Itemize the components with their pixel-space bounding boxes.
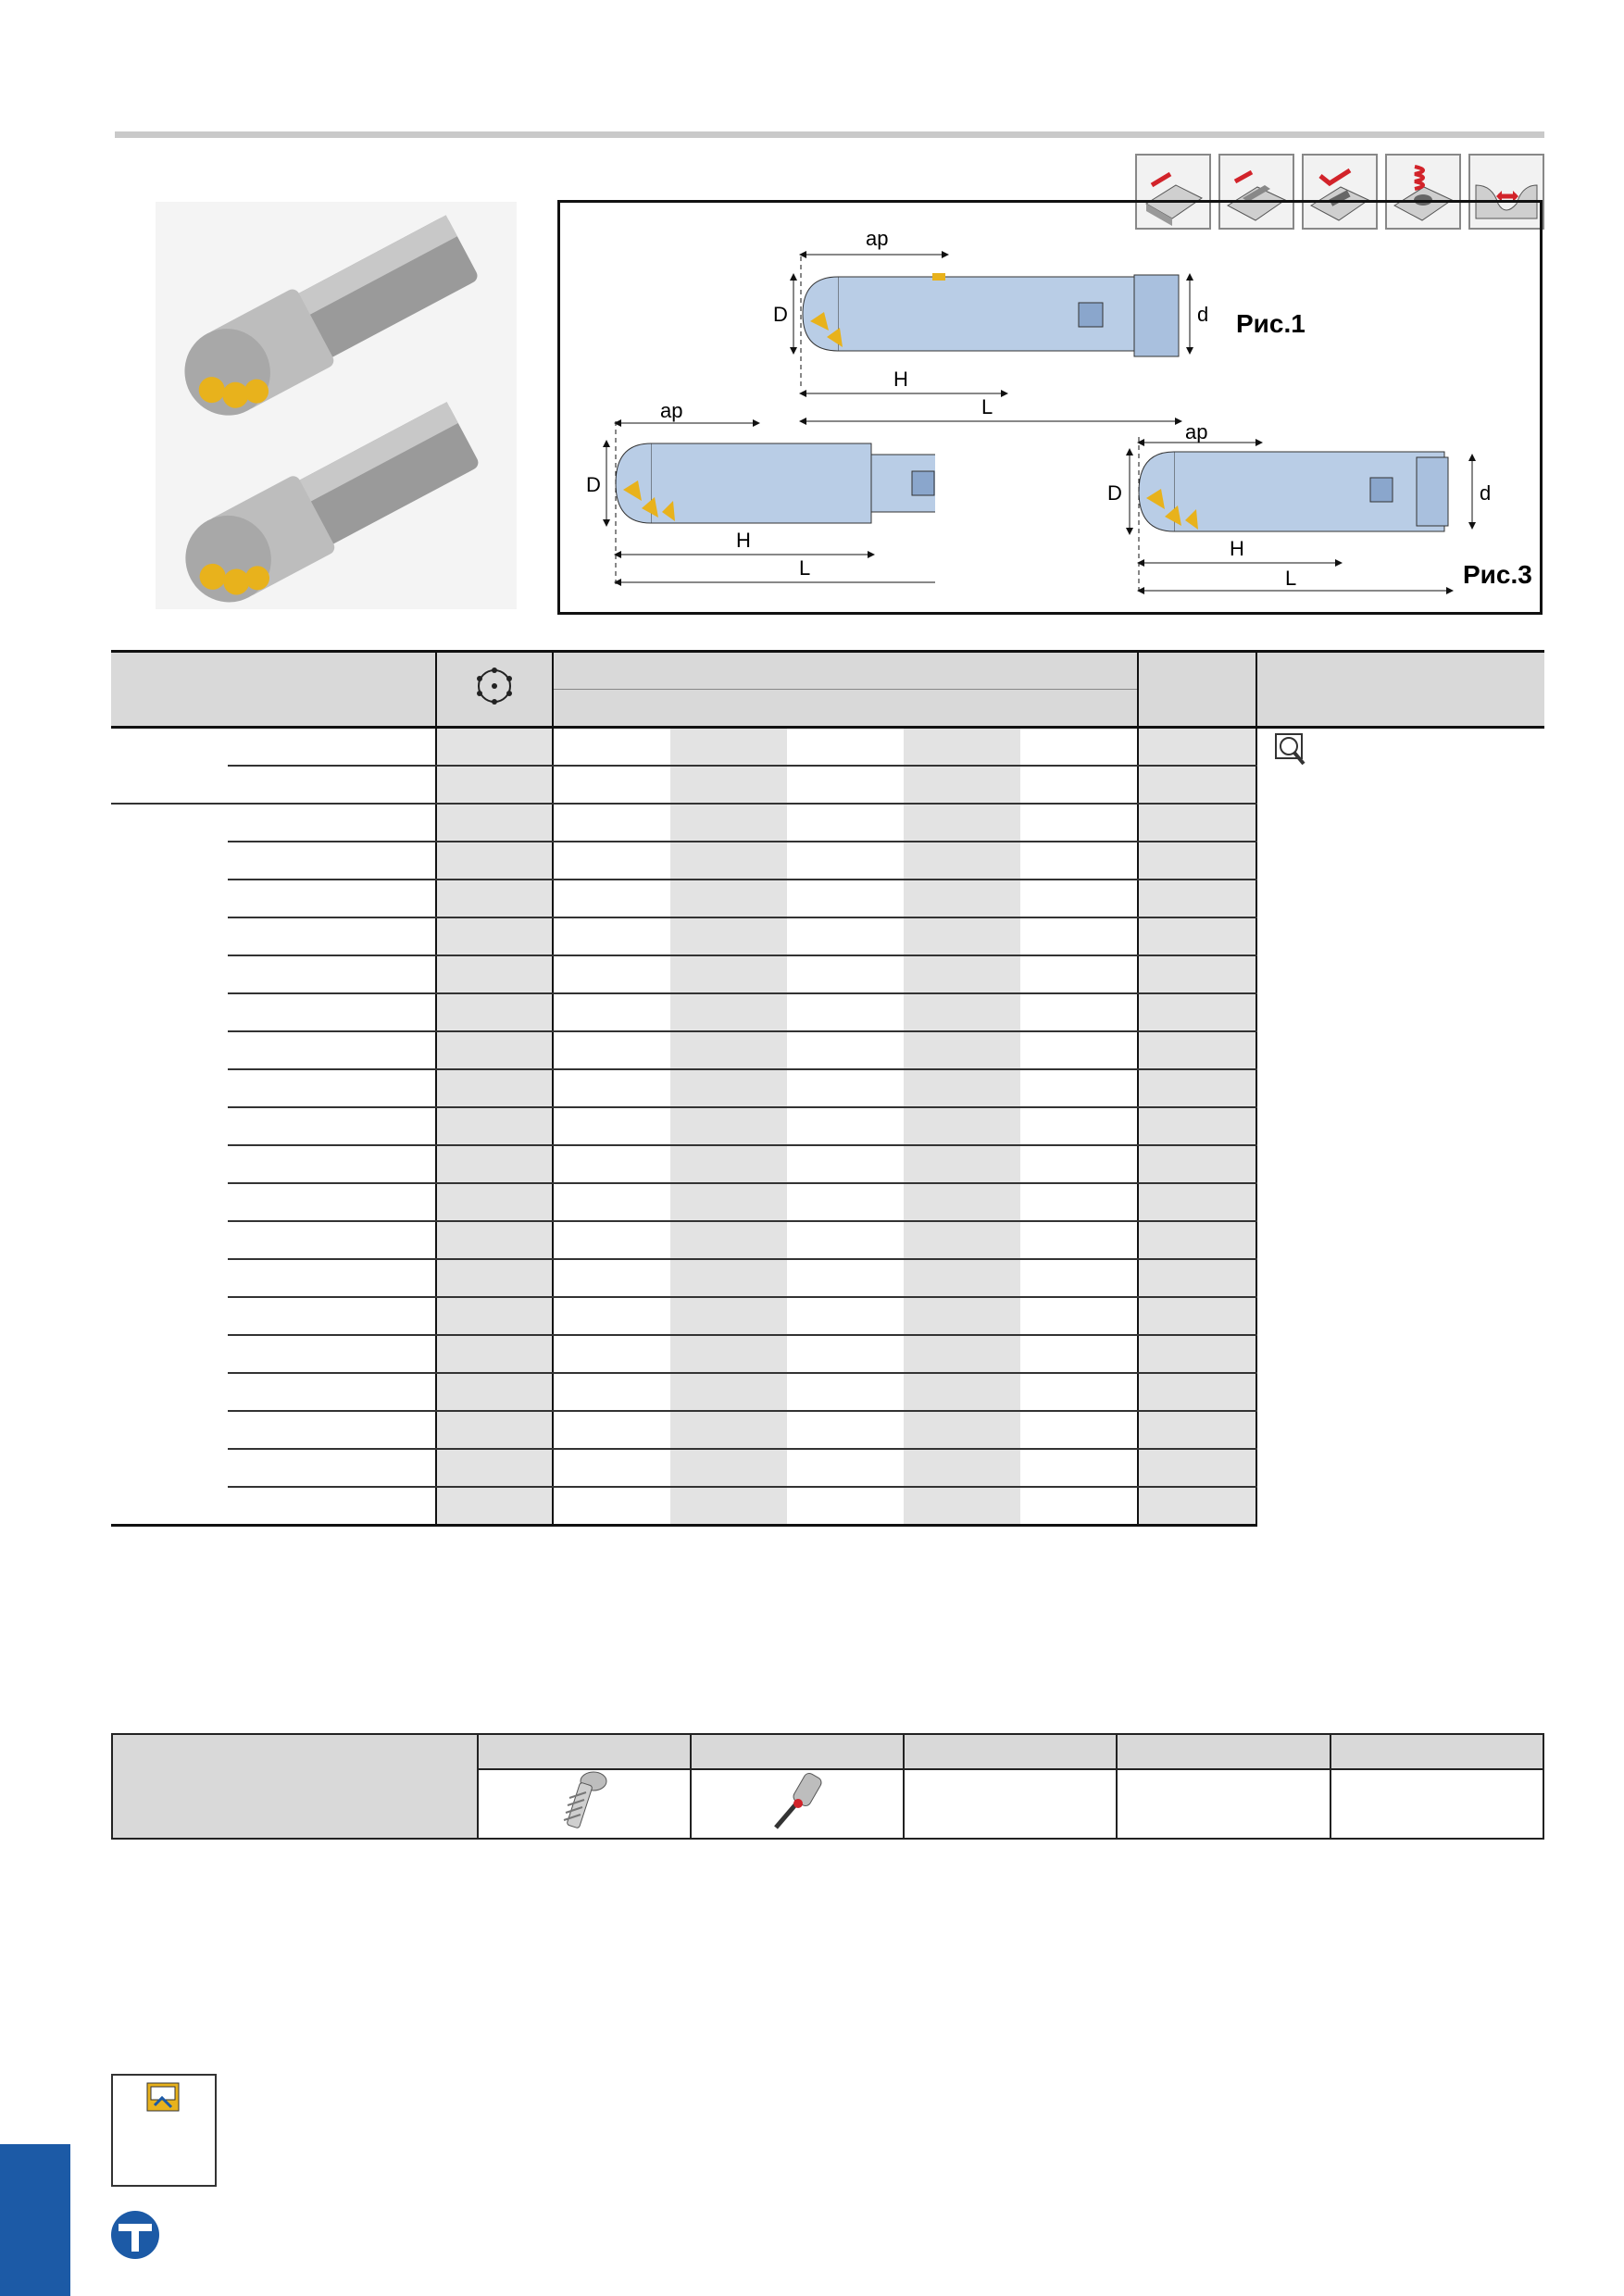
row-d <box>670 917 787 955</box>
row-teeth <box>436 993 553 1031</box>
row-H <box>904 1031 1020 1069</box>
row-H <box>904 1145 1020 1183</box>
row-ap <box>1020 1373 1137 1411</box>
row-code <box>228 917 436 955</box>
row-D <box>553 804 669 842</box>
dim-L: L <box>799 556 811 580</box>
row-code <box>228 1373 436 1411</box>
row-ap <box>1020 1335 1137 1373</box>
col-insert <box>1256 652 1544 728</box>
row-D <box>553 1487 669 1526</box>
fig3-dim-D: D <box>1107 481 1122 505</box>
fig3-dim-L: L <box>1285 567 1297 590</box>
row-teeth <box>436 1297 553 1335</box>
row-d <box>670 1183 787 1221</box>
row-prefix <box>111 993 228 1031</box>
row-d <box>670 1449 787 1487</box>
row-code <box>228 1335 436 1373</box>
row-d <box>670 1297 787 1335</box>
row-H <box>904 1259 1020 1297</box>
row-prefix <box>111 1183 228 1221</box>
row-fig <box>1138 1487 1256 1526</box>
insert-count-icon <box>436 652 553 728</box>
row-d <box>670 993 787 1031</box>
row-teeth <box>436 1221 553 1259</box>
spare-col-screw <box>478 1734 691 1769</box>
row-teeth <box>436 1449 553 1487</box>
row-code <box>228 1107 436 1145</box>
row-L <box>787 1335 904 1373</box>
row-prefix <box>111 1297 228 1335</box>
row-fig <box>1138 1411 1256 1449</box>
row-fig <box>1138 728 1256 767</box>
key-icon <box>691 1769 904 1839</box>
row-ap <box>1020 728 1137 767</box>
row-prefix <box>111 1069 228 1107</box>
row-teeth <box>436 1335 553 1373</box>
row-code <box>228 993 436 1031</box>
row-ap <box>1020 1259 1137 1297</box>
row-code <box>228 766 436 804</box>
fig3-dim-d: d <box>1480 481 1492 505</box>
spare-col-key <box>691 1734 904 1769</box>
row-teeth <box>436 955 553 993</box>
row-D <box>553 766 669 804</box>
row-H <box>904 1335 1020 1373</box>
row-d <box>670 1221 787 1259</box>
row-teeth <box>436 1031 553 1069</box>
title-rule <box>115 131 1544 138</box>
row-ap <box>1020 842 1137 880</box>
row-d <box>670 1031 787 1069</box>
row-teeth <box>436 1487 553 1526</box>
row-fig <box>1138 1145 1256 1183</box>
row-teeth <box>436 917 553 955</box>
row-fig <box>1138 1373 1256 1411</box>
row-d <box>670 728 787 767</box>
cutting-conditions-ref[interactable] <box>111 2074 217 2187</box>
row-L <box>787 766 904 804</box>
row-fig <box>1138 1221 1256 1259</box>
row-prefix <box>111 1487 228 1526</box>
row-code <box>228 1069 436 1107</box>
row-H <box>904 1449 1020 1487</box>
row-D <box>553 1297 669 1335</box>
col-L <box>787 690 904 728</box>
row-fig <box>1138 955 1256 993</box>
row-D <box>553 1411 669 1449</box>
row-ap <box>1020 804 1137 842</box>
row-ap <box>1020 1487 1137 1526</box>
row-D <box>553 842 669 880</box>
row-d <box>670 842 787 880</box>
row-D <box>553 1031 669 1069</box>
table-row <box>111 728 1544 767</box>
row-d <box>670 1335 787 1373</box>
screw-icon <box>478 1769 691 1839</box>
row-prefix <box>111 1145 228 1183</box>
row-code <box>228 955 436 993</box>
row-prefix <box>111 1031 228 1069</box>
row-H <box>904 955 1020 993</box>
row-prefix <box>111 1335 228 1373</box>
row-teeth <box>436 842 553 880</box>
spare-parts-table <box>111 1733 1544 1840</box>
row-ap <box>1020 1449 1137 1487</box>
row-teeth <box>436 1069 553 1107</box>
row-ap <box>1020 880 1137 917</box>
row-ap <box>1020 1107 1137 1145</box>
row-D <box>553 728 669 767</box>
row-D <box>553 1221 669 1259</box>
row-fig <box>1138 880 1256 917</box>
row-H <box>904 1297 1020 1335</box>
row-H <box>904 1069 1020 1107</box>
row-D <box>553 1145 669 1183</box>
row-ap <box>1020 1069 1137 1107</box>
spare-col-designation <box>112 1734 478 1839</box>
company-logo <box>109 2209 167 2261</box>
book-icon <box>144 2079 184 2115</box>
figure-3-panel <box>935 420 1537 604</box>
section-tab <box>0 2144 70 2296</box>
row-fig <box>1138 1259 1256 1297</box>
row-ap <box>1020 993 1137 1031</box>
row-teeth <box>436 1145 553 1183</box>
row-D <box>553 880 669 917</box>
dim-ap: ap <box>866 227 889 250</box>
row-code <box>228 1031 436 1069</box>
row-d <box>670 804 787 842</box>
row-H <box>904 1107 1020 1145</box>
row-teeth <box>436 1107 553 1145</box>
dim-D: D <box>586 473 601 496</box>
row-code <box>228 1145 436 1183</box>
row-code <box>228 1411 436 1449</box>
row-fig <box>1138 1297 1256 1335</box>
row-ap <box>1020 766 1137 804</box>
row-prefix <box>111 1259 228 1297</box>
row-ap <box>1020 1221 1137 1259</box>
col-fig <box>1138 652 1256 728</box>
row-D <box>553 1373 669 1411</box>
row-teeth <box>436 1183 553 1221</box>
row-code <box>228 1221 436 1259</box>
row-d <box>670 766 787 804</box>
row-D <box>553 1183 669 1221</box>
col-d <box>670 690 787 728</box>
row-fig <box>1138 993 1256 1031</box>
row-H <box>904 842 1020 880</box>
row-L <box>787 1373 904 1411</box>
row-code <box>228 728 436 767</box>
row-L <box>787 842 904 880</box>
dim-L: L <box>981 395 993 418</box>
row-H <box>904 1221 1020 1259</box>
row-prefix <box>111 955 228 993</box>
row-code <box>228 1449 436 1487</box>
row-d <box>670 1259 787 1297</box>
col-dimensions <box>553 652 1138 690</box>
row-code <box>228 1183 436 1221</box>
row-H <box>904 728 1020 767</box>
row-prefix <box>111 1373 228 1411</box>
row-L <box>787 1449 904 1487</box>
row-L <box>787 1221 904 1259</box>
row-D <box>553 1069 669 1107</box>
row-H <box>904 993 1020 1031</box>
row-fig <box>1138 917 1256 955</box>
row-H <box>904 1411 1020 1449</box>
row-prefix <box>111 1449 228 1487</box>
row-d <box>670 1411 787 1449</box>
row-d <box>670 1373 787 1411</box>
row-H <box>904 880 1020 917</box>
logo-icon <box>109 2209 161 2261</box>
row-ap <box>1020 917 1137 955</box>
row-ap <box>1020 955 1137 993</box>
col-D <box>553 690 669 728</box>
row-fig <box>1138 1107 1256 1145</box>
row-d <box>670 1487 787 1526</box>
row-L <box>787 1411 904 1449</box>
row-D <box>553 1335 669 1373</box>
dim-H: H <box>893 368 908 391</box>
product-table <box>111 650 1544 1527</box>
row-H <box>904 1183 1020 1221</box>
row-prefix <box>111 766 228 804</box>
row-L <box>787 1259 904 1297</box>
row-H <box>904 804 1020 842</box>
row-prefix <box>111 1107 228 1145</box>
row-teeth <box>436 766 553 804</box>
row-code <box>228 1487 436 1526</box>
row-L <box>787 1145 904 1183</box>
row-L <box>787 1297 904 1335</box>
row-ap <box>1020 1183 1137 1221</box>
row-fig <box>1138 1449 1256 1487</box>
row-D <box>553 917 669 955</box>
dim-d: d <box>1197 303 1209 326</box>
row-L <box>787 1487 904 1526</box>
row-d <box>670 1145 787 1183</box>
row-d <box>670 880 787 917</box>
row-ap <box>1020 1145 1137 1183</box>
row-d <box>670 1069 787 1107</box>
row-L <box>787 1031 904 1069</box>
row-teeth <box>436 804 553 842</box>
row-L <box>787 955 904 993</box>
row-D <box>553 1449 669 1487</box>
row-teeth <box>436 880 553 917</box>
dim-H: H <box>736 529 751 552</box>
dim-D: D <box>773 303 788 326</box>
insert-cell <box>1256 728 1544 1526</box>
row-L <box>787 728 904 767</box>
row-fig <box>1138 766 1256 804</box>
row-prefix <box>111 1221 228 1259</box>
catalog-ref-icon <box>1272 732 1313 769</box>
product-photo <box>156 202 517 609</box>
row-fig <box>1138 804 1256 842</box>
row-prefix <box>111 728 228 767</box>
row-code <box>228 842 436 880</box>
fig3-dim-ap: ap <box>1185 420 1208 443</box>
col-ap <box>1020 690 1137 728</box>
dim-ap: ap <box>660 399 683 422</box>
row-L <box>787 1069 904 1107</box>
row-d <box>670 955 787 993</box>
row-D <box>553 955 669 993</box>
row-prefix <box>111 1411 228 1449</box>
row-L <box>787 880 904 917</box>
row-teeth <box>436 728 553 767</box>
row-L <box>787 804 904 842</box>
row-L <box>787 1107 904 1145</box>
row-L <box>787 1183 904 1221</box>
row-fig <box>1138 1069 1256 1107</box>
row-ap <box>1020 1031 1137 1069</box>
col-H <box>904 690 1020 728</box>
row-fig <box>1138 1031 1256 1069</box>
row-H <box>904 1373 1020 1411</box>
row-d <box>670 1107 787 1145</box>
row-code <box>228 1297 436 1335</box>
row-fig <box>1138 1335 1256 1373</box>
row-teeth <box>436 1411 553 1449</box>
row-code <box>228 880 436 917</box>
row-D <box>553 1107 669 1145</box>
row-teeth <box>436 1373 553 1411</box>
row-prefix <box>111 917 228 955</box>
row-ap <box>1020 1297 1137 1335</box>
fig1-label: Рис.1 <box>1236 309 1305 338</box>
row-prefix <box>111 880 228 917</box>
row-code <box>228 1259 436 1297</box>
row-D <box>553 993 669 1031</box>
fig3-label: Рис.3 <box>1463 560 1532 589</box>
row-code <box>228 804 436 842</box>
row-D <box>553 1259 669 1297</box>
row-fig <box>1138 1183 1256 1221</box>
row-fig <box>1138 842 1256 880</box>
row-L <box>787 917 904 955</box>
insert-ref-link[interactable] <box>1272 732 1544 769</box>
row-L <box>787 993 904 1031</box>
fig3-dim-H: H <box>1230 537 1244 560</box>
row-prefix <box>111 804 228 842</box>
row-teeth <box>436 1259 553 1297</box>
row-ap <box>1020 1411 1137 1449</box>
row-prefix <box>111 842 228 880</box>
row-H <box>904 1487 1020 1526</box>
row-H <box>904 917 1020 955</box>
col-designation <box>111 652 436 728</box>
row-H <box>904 766 1020 804</box>
